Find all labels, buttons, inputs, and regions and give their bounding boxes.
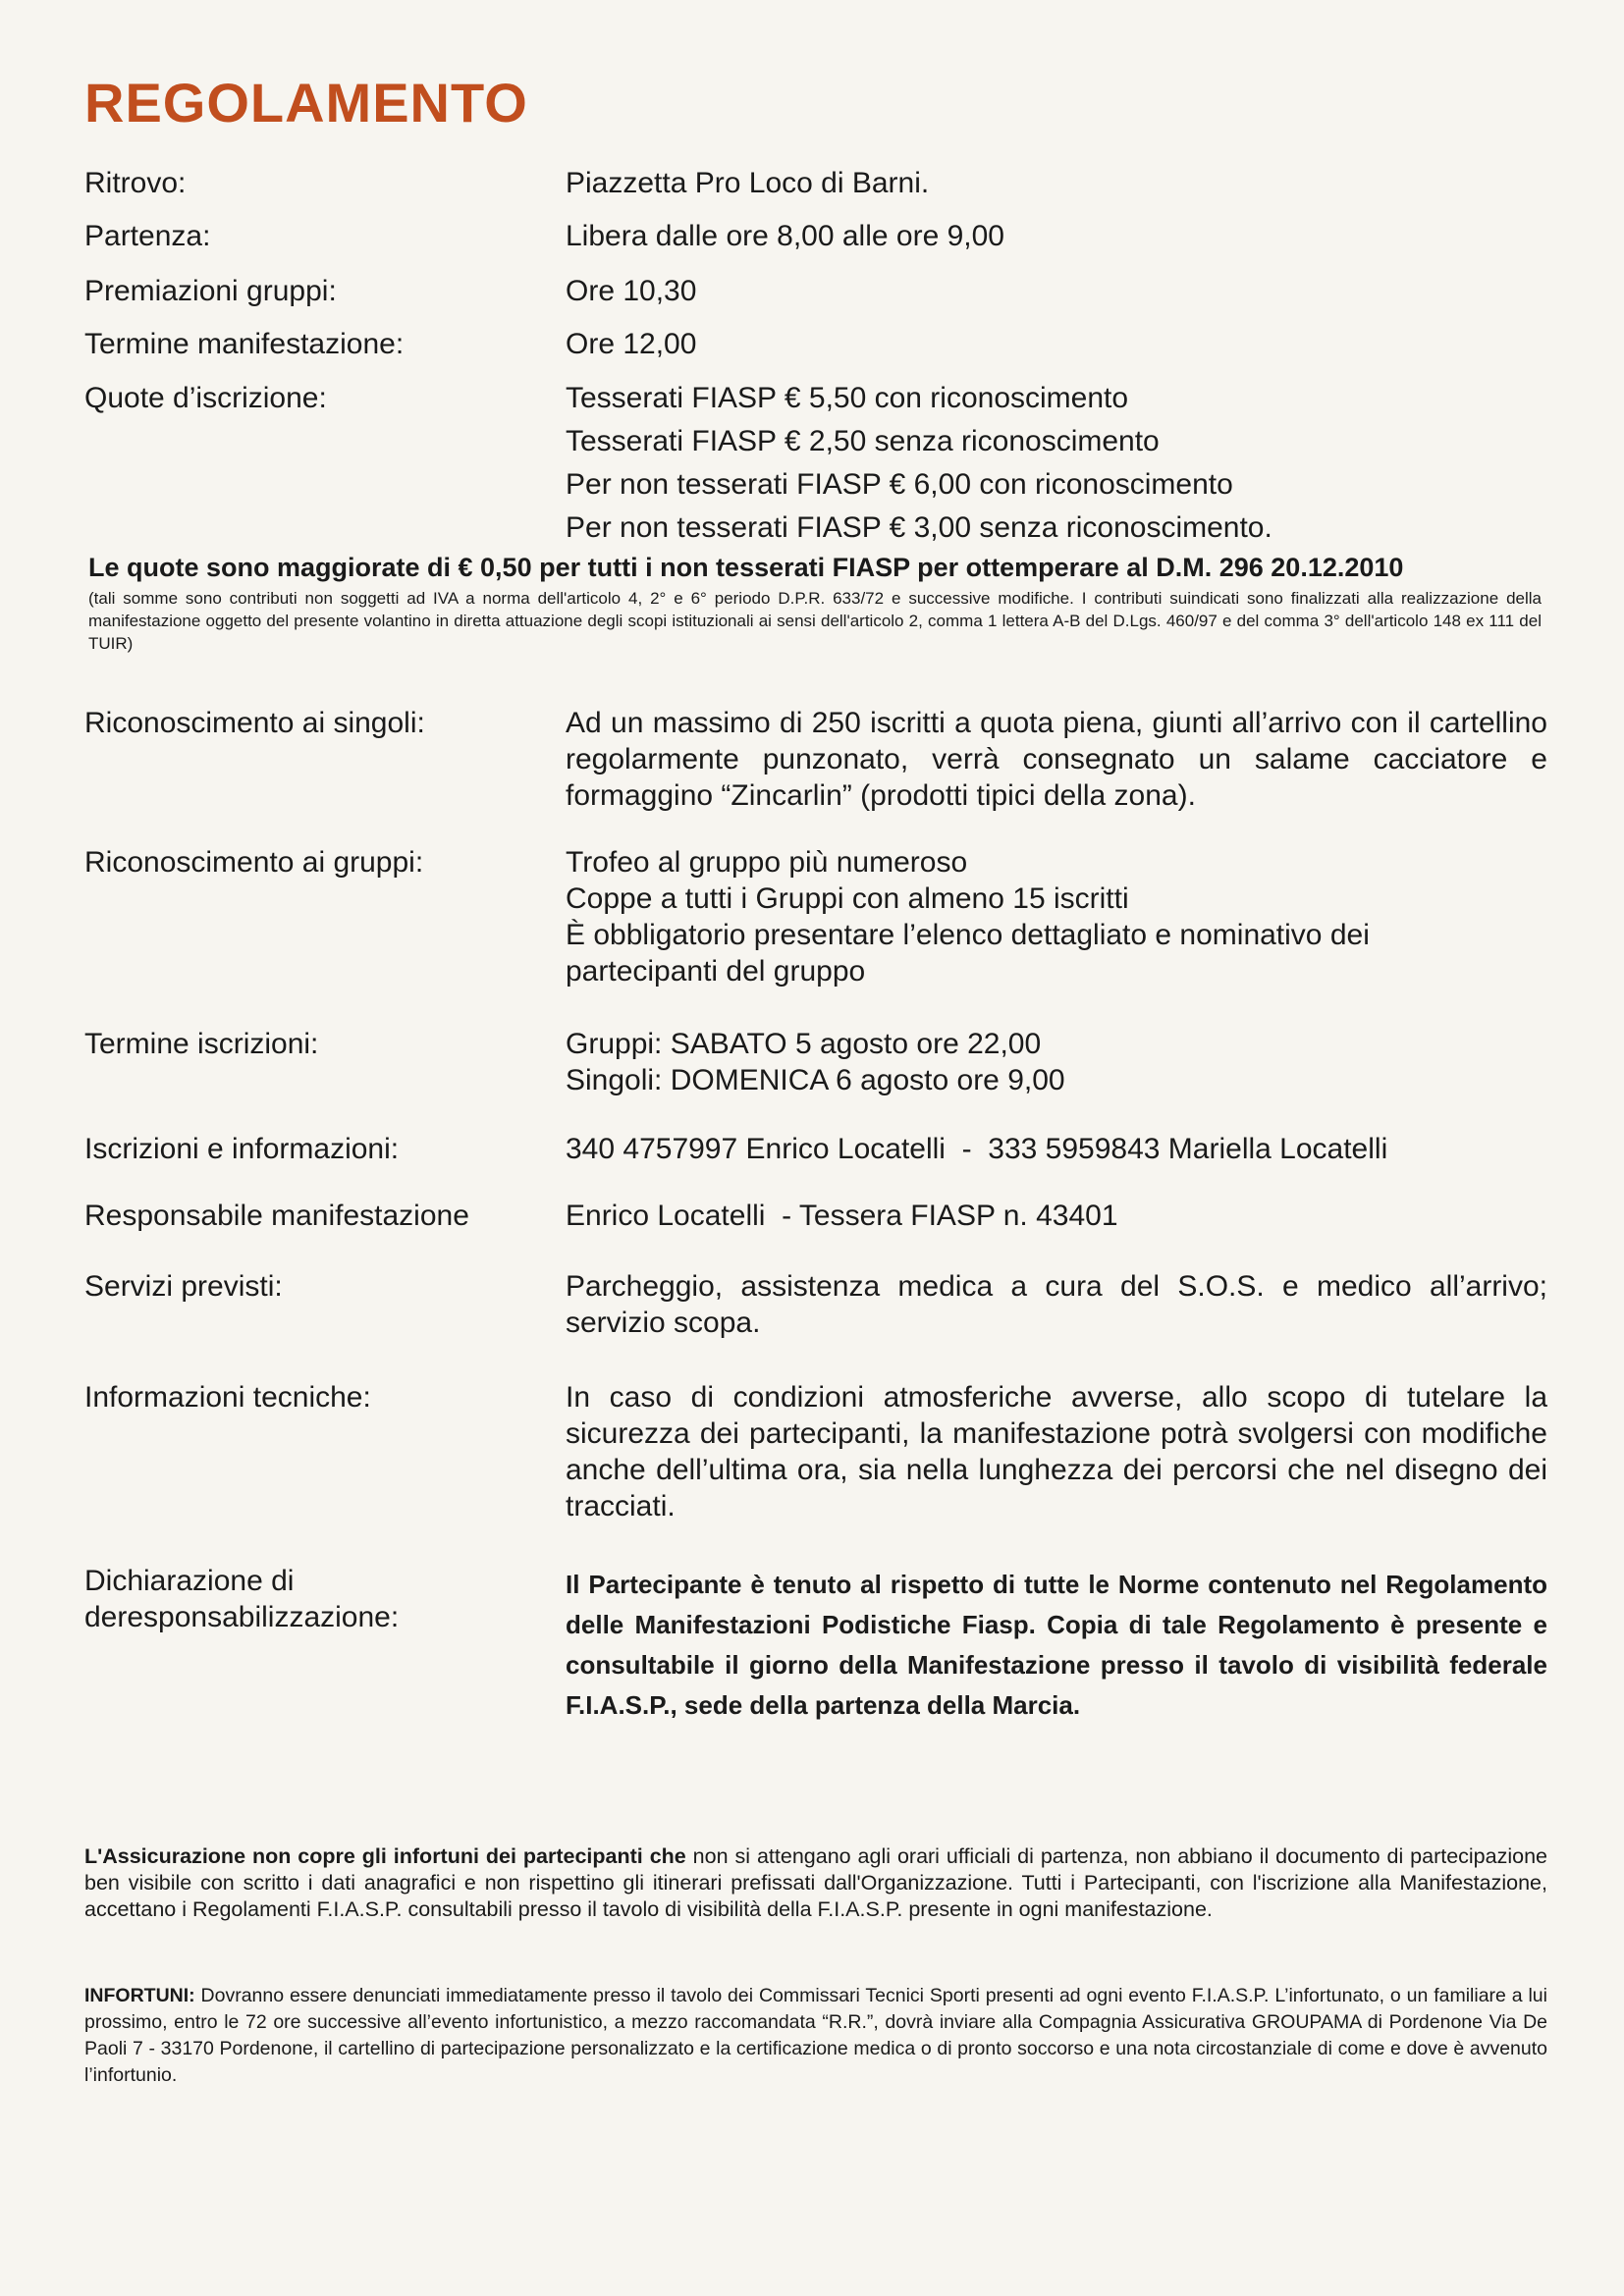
infortuni-text: Dovranno essere denunciati immediatamente presso il tavolo dei Commissari Tecnici Sporti presenti ad ogni evento F.I.A.S.P. L’infortunato, o un familiare a lui prossimo, entro le 72 ore successive all’evento infortunistico, a mezzo raccomandata “R.R.”, dovrà inviare alla Compagnia Assicurativa GROUPAMA di Pordenone Via De Paoli 7 - 33170 Pordenone, il cartellino di partecipazione personalizzato e la certificazione medica o di pronto soccorso e una nota circostanziale di come e dove è avvenuto l’infortunio. xyxy=(84,1985,1547,2086)
assicurazione-bold: L'Assicurazione non copre gli infortuni dei partecipanti che xyxy=(84,1844,686,1868)
label-iscrizioni-informazioni: Iscrizioni e informazioni: xyxy=(84,1133,400,1165)
value-termine-iscrizioni xyxy=(566,1026,1547,1098)
label-dichiarazione-line: deresponsabilizzazione: xyxy=(84,1601,400,1633)
quote-line: Tesserati FIASP € 5,50 con riconoscimento xyxy=(566,382,1129,414)
label-dichiarazione xyxy=(84,1563,556,1635)
page-title: REGOLAMENTO xyxy=(84,72,528,133)
label-partenza: Partenza: xyxy=(84,220,211,252)
label-responsabile: Responsabile manifestazione xyxy=(84,1200,469,1232)
label-informazioni-tecniche: Informazioni tecniche: xyxy=(84,1381,371,1414)
termine-line: Gruppi: SABATO 5 agosto ore 22,00 xyxy=(566,1028,1042,1060)
label-servizi: Servizi previsti: xyxy=(84,1270,283,1303)
gruppi-line: È obbligatorio presentare l’elenco dettagliato e nominativo dei xyxy=(566,919,1370,951)
quote-line: Per non tesserati FIASP € 6,00 con riconoscimento xyxy=(566,468,1233,501)
value-termine-manifestazione: Ore 12,00 xyxy=(566,328,697,360)
value-dichiarazione: Il Partecipante è tenuto al rispetto di tutte le Norme contenuto nel Regolamento delle Manifestazioni Podistiche Fiasp. Copia di tale Regolamento è presente e consultabile il giorno della Manifestazione presso il tavolo di visibilità federale F.I.A.S.P., sede della partenza della Marcia. xyxy=(566,1570,1547,1720)
value-iscrizioni-informazioni: 340 4757997 Enrico Locatelli - 333 5959843 Mariella Locatelli xyxy=(566,1133,1388,1165)
value-premiazioni: Ore 10,30 xyxy=(566,275,697,307)
label-riconoscimento-singoli: Riconoscimento ai singoli: xyxy=(84,707,425,739)
label-ritrovo: Ritrovo: xyxy=(84,167,187,199)
value-partenza: Libera dalle ore 8,00 alle ore 9,00 xyxy=(566,220,1004,252)
quote-surcharge-note: Le quote sono maggiorate di € 0,50 per tutti i non tesserati FIASP per ottemperare al D.M. 296 20.12.2010 xyxy=(88,553,1404,582)
value-quote xyxy=(566,380,1547,546)
label-termine-manifestazione: Termine manifestazione: xyxy=(84,328,405,360)
infortuni-paragraph xyxy=(84,1983,1547,2089)
label-quote: Quote d’iscrizione: xyxy=(84,382,327,414)
label-termine-iscrizioni: Termine iscrizioni: xyxy=(84,1028,319,1060)
infortuni-bold: INFORTUNI: xyxy=(84,1985,195,2006)
quote-line: Per non tesserati FIASP € 3,00 senza riconoscimento. xyxy=(566,511,1272,544)
tax-note: (tali somme sono contributi non soggetti ad IVA a norma dell'articolo 4, 2° e 6° periodo D.P.R. 633/72 e successive modifiche. I contributi suindicati sono finalizzati alla realizzazione della manifestazione oggetto del presente volantino in diretta attuazione degli scopi istituzionali ai sensi dell'articolo 2, comma 1 lettera A-B del D.Lgs. 460/97 e del comma 3° dell'articolo 148 ex 111 del TUIR) xyxy=(88,589,1542,653)
assicurazione-paragraph xyxy=(84,1843,1547,1923)
value-ritrovo: Piazzetta Pro Loco di Barni. xyxy=(566,167,930,199)
termine-line: Singoli: DOMENICA 6 agosto ore 9,00 xyxy=(566,1064,1065,1096)
value-informazioni-tecniche: In caso di condizioni atmosferiche avverse, allo scopo di tutelare la sicurezza dei partecipanti, la manifestazione potrà svolgersi con modifiche anche dell’ultima ora, sia nella lunghezza dei percorsi che nel disegno dei tracciati. xyxy=(566,1381,1547,1522)
gruppi-line: Coppe a tutti i Gruppi con almeno 15 iscritti xyxy=(566,882,1129,915)
gruppi-line: partecipanti del gruppo xyxy=(566,955,866,988)
label-premiazioni: Premiazioni gruppi: xyxy=(84,275,337,307)
assicurazione-text: non si attengano agli orari ufficiali di partenza, non abbiano il documento di partecipazione ben visibile con scritto i dati anagrafici e non rispettino gli itinerari prefissati dall'Organizzazione. Tutti i Partecipanti, con l'iscrizione alla Manifestazione, accettano i Regolamenti F.I.A.S.P. consultabili presso il tavolo di visibilità della F.I.A.S.P. presente in ogni manifestazione. xyxy=(84,1844,1547,1921)
value-responsabile: Enrico Locatelli - Tessera FIASP n. 43401 xyxy=(566,1200,1118,1232)
value-riconoscimento-gruppi xyxy=(566,844,1547,989)
quote-line: Tesserati FIASP € 2,50 senza riconoscimento xyxy=(566,425,1160,457)
value-riconoscimento-singoli: Ad un massimo di 250 iscritti a quota piena, giunti all’arrivo con il cartellino regolarmente punzonato, verrà consegnato un salame cacciatore e formaggino “Zincarlin” (prodotti tipici della zona). xyxy=(566,707,1547,812)
label-dichiarazione-line: Dichiarazione di xyxy=(84,1565,295,1597)
value-servizi: Parcheggio, assistenza medica a cura del S.O.S. e medico all’arrivo; servizio scopa. xyxy=(566,1270,1547,1339)
gruppi-line: Trofeo al gruppo più numeroso xyxy=(566,846,968,879)
label-riconoscimento-gruppi: Riconoscimento ai gruppi: xyxy=(84,846,424,879)
